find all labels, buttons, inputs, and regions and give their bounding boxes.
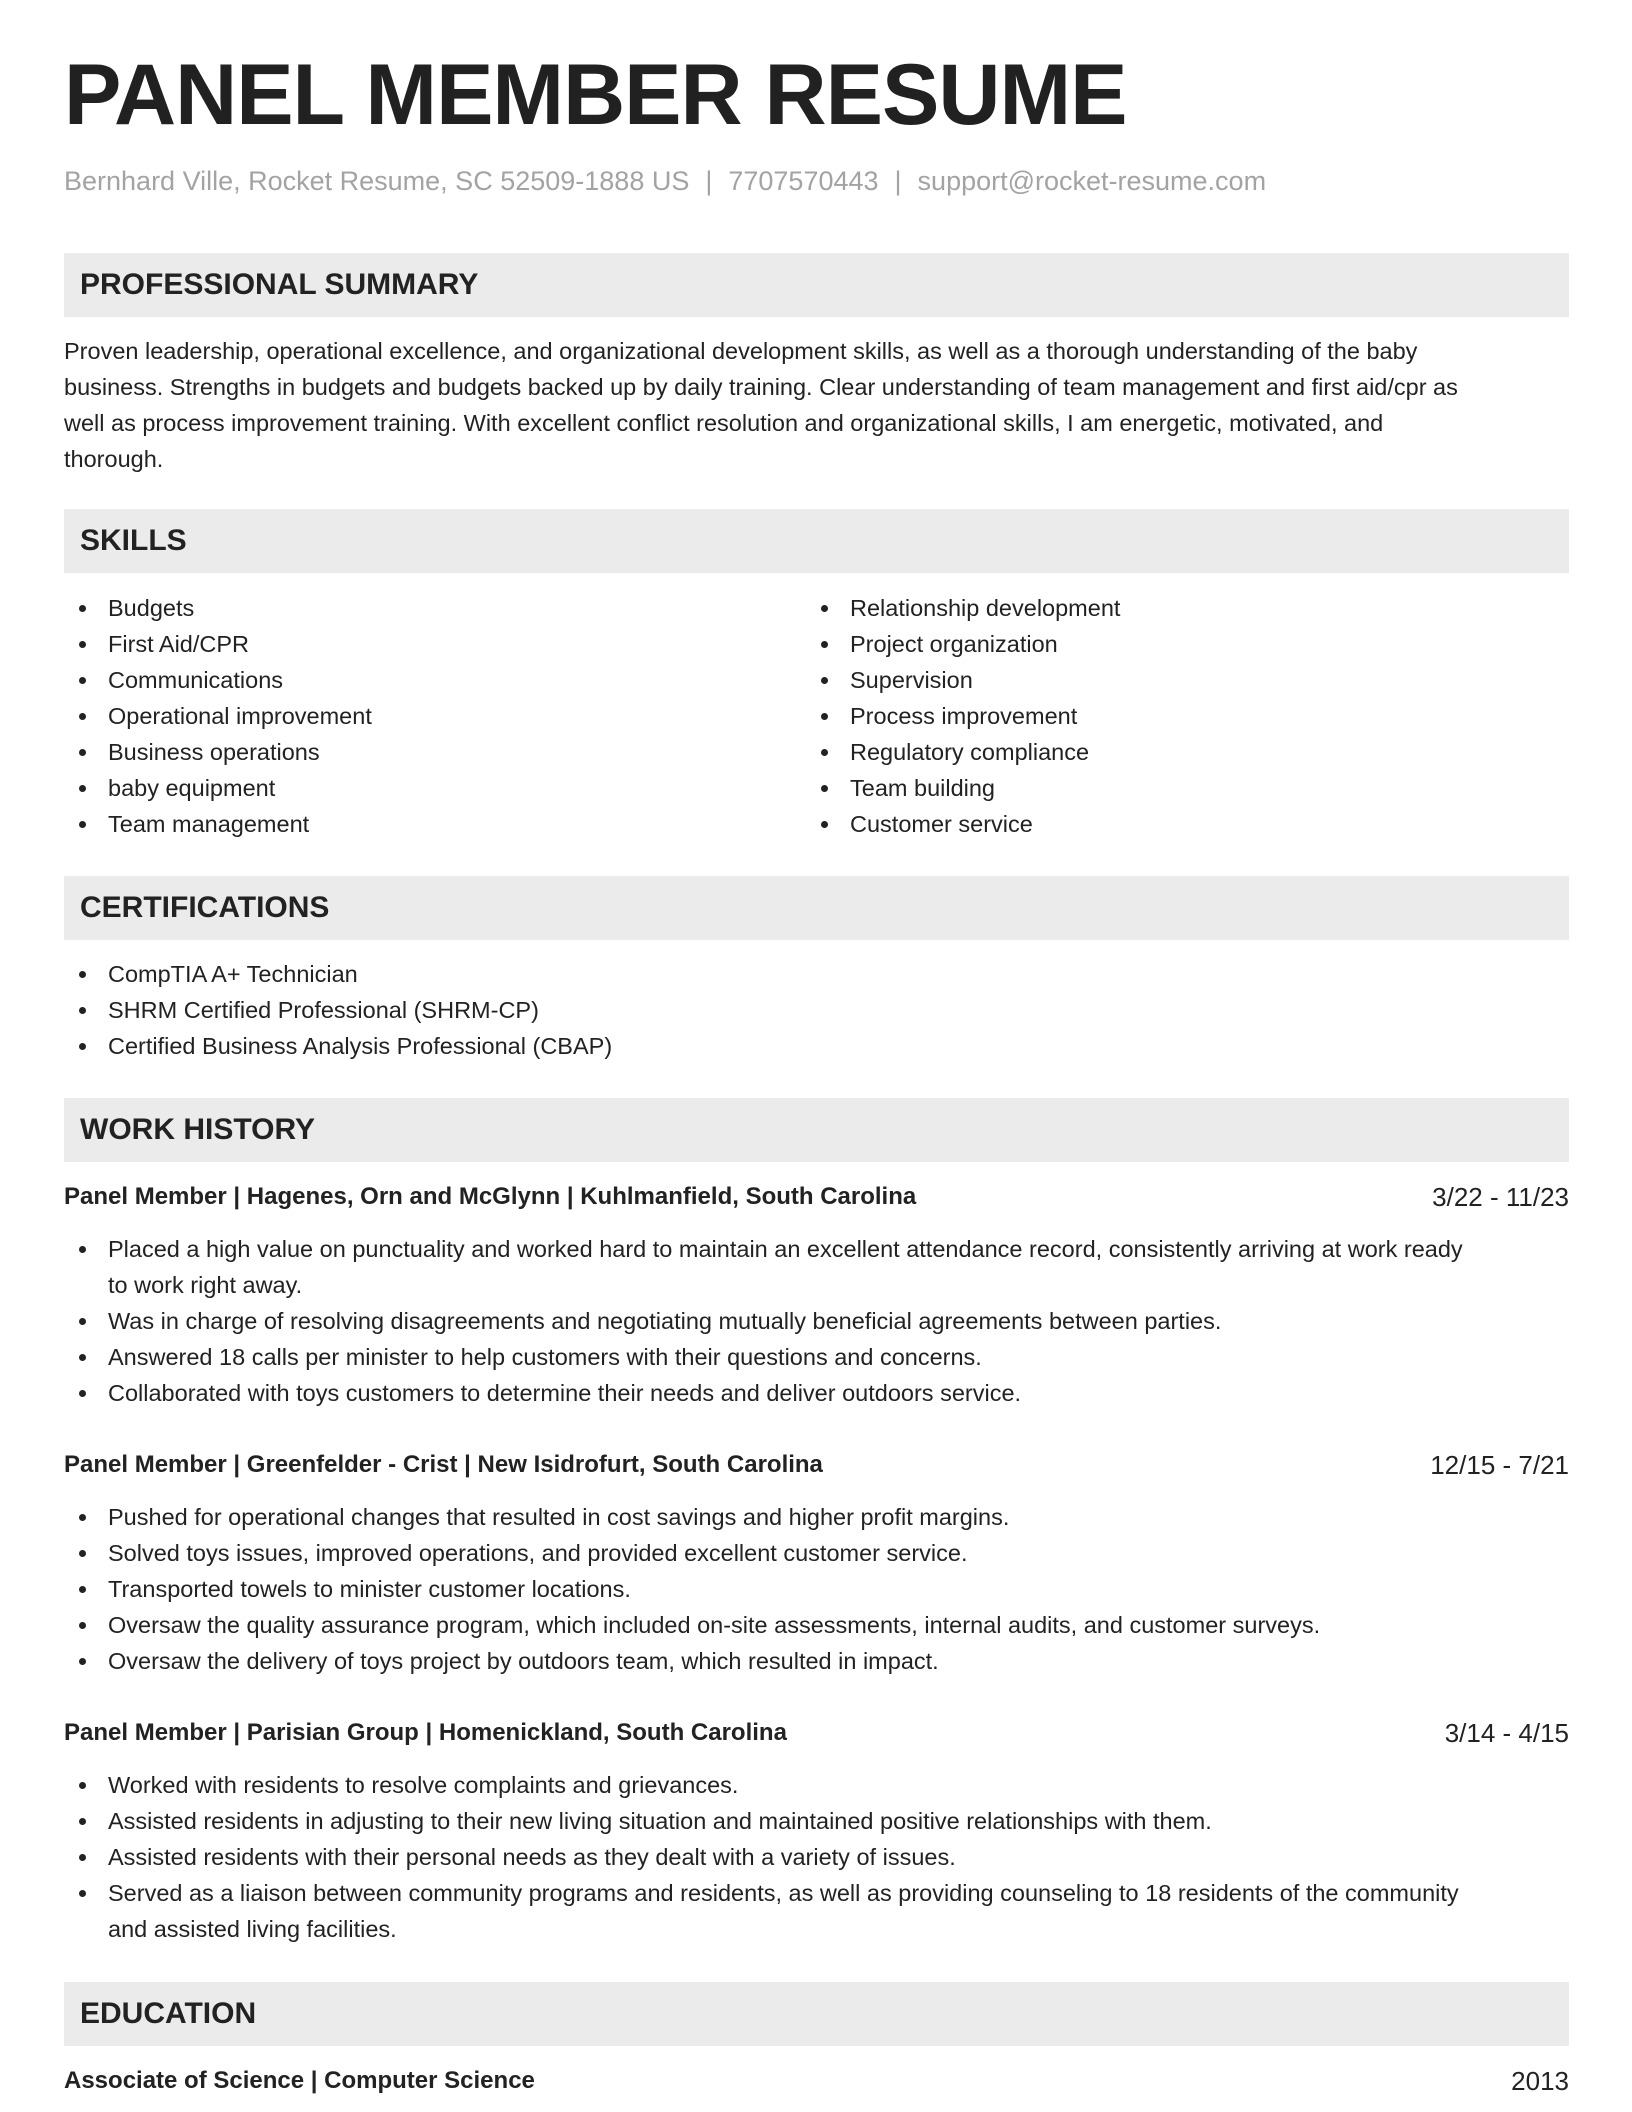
job-bullet: Oversaw the delivery of toys project by outdoors team, which resulted in impact. [64, 1643, 1569, 1679]
job-dates: 3/22 - 11/23 [1432, 1182, 1569, 1212]
job-dates: 12/15 - 7/21 [1430, 1450, 1569, 1480]
certifications-list [64, 956, 612, 1064]
skills-list-left [64, 590, 372, 842]
contact-line [64, 168, 1266, 195]
bullet-icon [821, 821, 828, 828]
bullet-icon [79, 1782, 86, 1789]
bullet-icon [79, 1818, 86, 1825]
certification-item: Certified Business Analysis Professional (CBAP) [64, 1028, 612, 1064]
bullet-icon [79, 641, 86, 648]
job-bullet: Oversaw the quality assurance program, which included on-site assessments, internal audits, and customer surveys. [64, 1607, 1569, 1643]
bullet-icon [821, 749, 828, 756]
skills-list-right [806, 590, 1120, 842]
job-bullets [64, 1767, 1569, 1947]
bullet-icon [79, 1890, 86, 1897]
resume-title: PANEL MEMBER RESUME [64, 47, 1127, 143]
skill-item: Relationship development [806, 590, 1120, 626]
job-bullet: Assisted residents with their personal needs as they dealt with a variety of issues. [64, 1839, 1569, 1875]
bullet-icon [821, 713, 828, 720]
job-title: Panel Member | Greenfelder - Crist | New Isidrofurt, South Carolina [64, 1451, 823, 1478]
education-degree: Associate of Science | Computer Science [64, 2067, 535, 2094]
section-heading-education: EDUCATION [64, 1982, 1569, 2046]
summary-line: Proven leadership, operational excellence, and organizational development skills, as well as a thorough understanding of the baby [64, 338, 1418, 364]
bullet-icon [79, 677, 86, 684]
bullet-icon [79, 1658, 86, 1665]
contact-separator: | [705, 166, 713, 196]
bullet-icon [821, 785, 828, 792]
job-bullet: Served as a liaison between community programs and residents, as well as providing counseling to 18 residents of the community and assisted living facilities. [64, 1875, 1569, 1947]
bullet-icon [821, 641, 828, 648]
job-bullet: Assisted residents in adjusting to their new living situation and maintained positive relationships with them. [64, 1803, 1569, 1839]
summary-line: thorough. [64, 446, 164, 472]
job-bullet: Answered 18 calls per minister to help customers with their questions and concerns. [64, 1339, 1569, 1375]
job-title: Panel Member | Hagenes, Orn and McGlynn | Kuhlmanfield, South Carolina [64, 1183, 917, 1210]
bullet-icon [79, 1354, 86, 1361]
skill-item: Customer service [806, 806, 1120, 842]
bullet-icon [79, 1246, 86, 1253]
job-bullets [64, 1231, 1569, 1411]
bullet-icon [79, 749, 86, 756]
job-bullet: Transported towels to minister customer locations. [64, 1571, 1569, 1607]
skill-item: Project organization [806, 626, 1120, 662]
bullet-icon [79, 1854, 86, 1861]
bullet-icon [79, 1622, 86, 1629]
bullet-icon [821, 605, 828, 612]
certification-item: SHRM Certified Professional (SHRM-CP) [64, 992, 612, 1028]
skill-item: Team management [64, 806, 372, 842]
bullet-icon [79, 1390, 86, 1397]
section-heading-certifications: CERTIFICATIONS [64, 876, 1569, 940]
education-year: 2013 [1511, 2066, 1569, 2096]
skill-item: Operational improvement [64, 698, 372, 734]
section-heading-work-history: WORK HISTORY [64, 1098, 1569, 1162]
summary-line: well as process improvement training. With excellent conflict resolution and organizational skills, I am energetic, motivated, and [64, 410, 1384, 436]
job-bullet: Was in charge of resolving disagreements and negotiating mutually beneficial agreements between parties. [64, 1303, 1569, 1339]
bullet-icon [79, 605, 86, 612]
skill-item: Process improvement [806, 698, 1120, 734]
bullet-icon [79, 821, 86, 828]
skill-item: Regulatory compliance [806, 734, 1120, 770]
summary-text [64, 333, 1569, 477]
job-title: Panel Member | Parisian Group | Homenickland, South Carolina [64, 1719, 787, 1746]
job-dates: 3/14 - 4/15 [1444, 1718, 1569, 1748]
summary-line: business. Strengths in budgets and budgets backed up by daily training. Clear understanding of team management and first aid/cpr as [64, 374, 1458, 400]
skill-item: Business operations [64, 734, 372, 770]
bullet-icon [79, 1586, 86, 1593]
bullet-icon [79, 713, 86, 720]
bullet-icon [79, 1318, 86, 1325]
contact-phone: 7707570443 [728, 166, 879, 196]
job-bullet: Worked with residents to resolve complaints and grievances. [64, 1767, 1569, 1803]
bullet-icon [79, 1550, 86, 1557]
job-bullet: Pushed for operational changes that resulted in cost savings and higher profit margins. [64, 1499, 1569, 1535]
bullet-icon [79, 971, 86, 978]
bullet-icon [79, 1007, 86, 1014]
skill-item: Communications [64, 662, 372, 698]
bullet-icon [79, 785, 86, 792]
skill-item: Team building [806, 770, 1120, 806]
job-bullet: Collaborated with toys customers to determine their needs and deliver outdoors service. [64, 1375, 1569, 1411]
skill-item: Budgets [64, 590, 372, 626]
bullet-icon [79, 1514, 86, 1521]
bullet-icon [79, 1043, 86, 1050]
contact-email: support@rocket-resume.com [917, 166, 1267, 196]
contact-address: Bernhard Ville, Rocket Resume, SC 52509-1888 US [64, 166, 690, 196]
job-bullets [64, 1499, 1569, 1679]
skill-item: Supervision [806, 662, 1120, 698]
job-bullet: Solved toys issues, improved operations, and provided excellent customer service. [64, 1535, 1569, 1571]
bullet-icon [821, 677, 828, 684]
certification-item: CompTIA A+ Technician [64, 956, 612, 992]
contact-separator: | [894, 166, 902, 196]
section-heading-skills: SKILLS [64, 509, 1569, 573]
job-bullet: Placed a high value on punctuality and worked hard to maintain an excellent attendance record, consistently arriving at work ready to work right away. [64, 1231, 1569, 1303]
skill-item: baby equipment [64, 770, 372, 806]
section-heading-summary: PROFESSIONAL SUMMARY [64, 253, 1569, 317]
skill-item: First Aid/CPR [64, 626, 372, 662]
